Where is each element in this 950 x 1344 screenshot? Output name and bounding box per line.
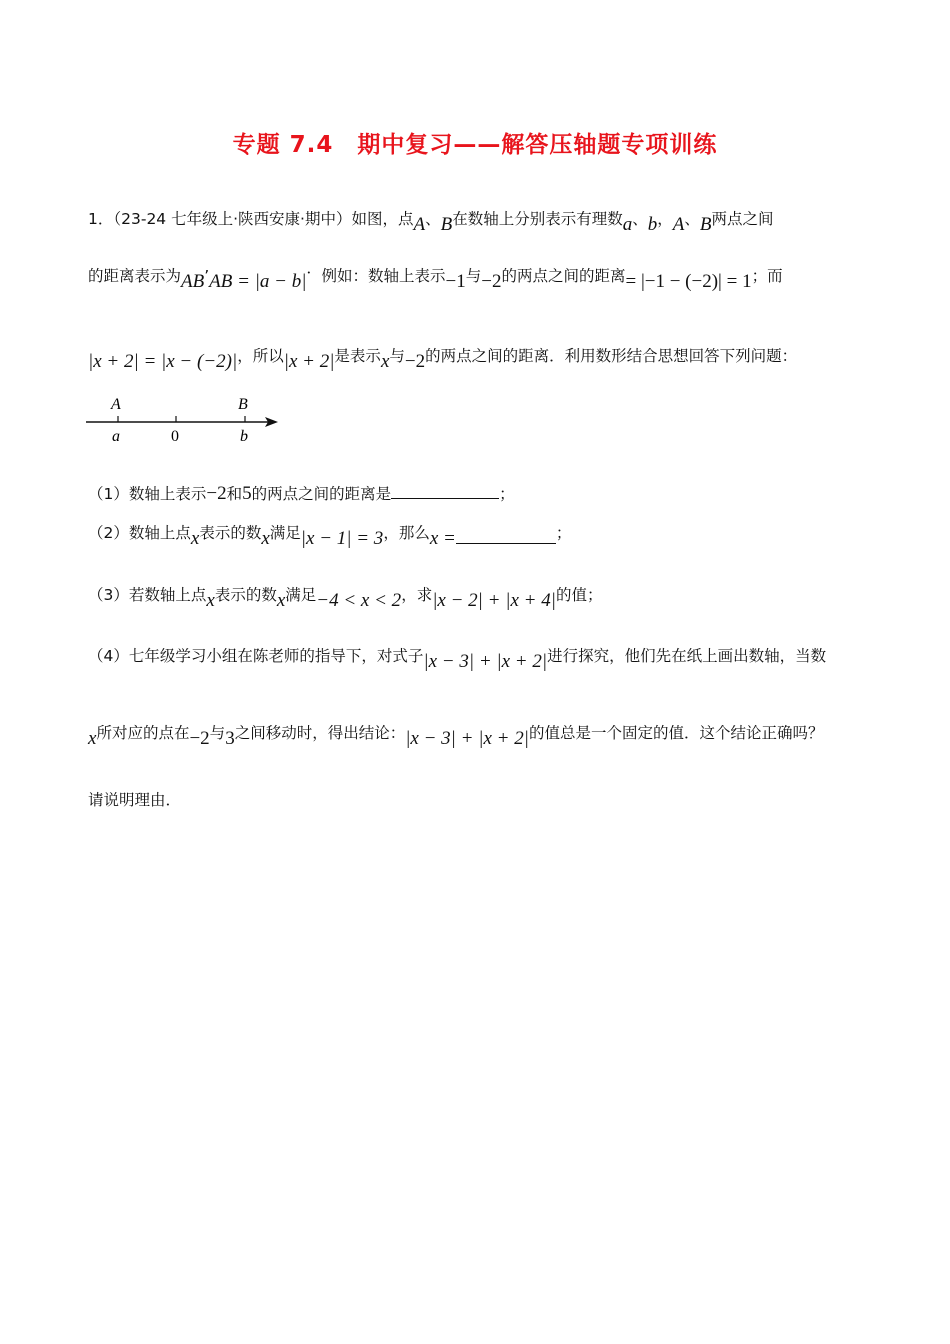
math-point-a: A bbox=[672, 214, 685, 235]
math-number: −2 bbox=[206, 483, 227, 504]
math-expression: |x + 2| = |x − (−2)| bbox=[88, 351, 238, 372]
text: （4）七年级学习小组在陈老师的指导下，对式子 bbox=[88, 647, 424, 665]
label-var-b: b bbox=[240, 428, 248, 445]
q1-line-2 bbox=[88, 259, 783, 292]
math-ab-formula: AB = |a − b| bbox=[209, 271, 307, 292]
math-point-b: B bbox=[440, 214, 453, 235]
text: 请说明理由． bbox=[88, 791, 182, 809]
text: ；而 bbox=[751, 267, 783, 285]
text: 例如：数轴上表示 bbox=[321, 267, 446, 285]
text: ，那么 bbox=[383, 524, 430, 542]
text: 的两点之间的距离 bbox=[501, 267, 626, 285]
label-point-b: B bbox=[238, 396, 248, 413]
text: （2）数轴上点 bbox=[88, 524, 191, 542]
question-number: 1． bbox=[88, 210, 114, 228]
math-point-a: A bbox=[413, 214, 426, 235]
text: 的两点之间的距离是 bbox=[251, 485, 392, 503]
math-number: 3 bbox=[225, 728, 235, 749]
math-var-x: x bbox=[206, 590, 215, 611]
label-point-a: A bbox=[111, 396, 121, 413]
text: 是表示 bbox=[334, 347, 381, 365]
text: 满足 bbox=[269, 524, 301, 542]
text: ’ bbox=[204, 267, 210, 285]
math-expression: |x − 3| + |x + 2| bbox=[423, 651, 548, 672]
text: 两点之间 bbox=[711, 210, 774, 228]
math-number: −1 bbox=[445, 271, 466, 292]
text: 表示的数 bbox=[214, 586, 277, 604]
text: （3）若数轴上点 bbox=[88, 586, 207, 604]
text: 在数轴上分别表示有理数 bbox=[452, 210, 623, 228]
text: 与 bbox=[465, 267, 482, 285]
q1-line-3 bbox=[88, 344, 798, 372]
part-1 bbox=[88, 482, 515, 505]
math-var-x: x bbox=[276, 590, 286, 611]
text: 满足 bbox=[285, 586, 317, 604]
math-number: −2 bbox=[404, 351, 426, 372]
math-calculation: = |−1 − (−2)| = 1 bbox=[625, 271, 752, 292]
math-equation: |x − 1| = 3 bbox=[300, 528, 384, 549]
math-number: −2 bbox=[481, 271, 502, 292]
answer-blank[interactable] bbox=[456, 529, 556, 544]
math-var-x: x bbox=[190, 528, 200, 549]
text: 的值； bbox=[555, 586, 603, 604]
text: 、 bbox=[632, 210, 648, 228]
label-var-a: a bbox=[112, 428, 120, 445]
math-number: 5 bbox=[242, 483, 252, 504]
text: （1）数轴上表示 bbox=[88, 485, 207, 503]
text: 进行探究，他们先在纸上画出数轴，当数 bbox=[547, 647, 827, 665]
text: 、 bbox=[425, 210, 441, 228]
math-var-x: x bbox=[380, 351, 390, 372]
part-4-line-2 bbox=[88, 721, 824, 749]
text: ； bbox=[499, 485, 515, 503]
number-line-figure bbox=[80, 390, 290, 450]
text: 如图，点 bbox=[351, 210, 414, 228]
math-point-b: B bbox=[699, 214, 712, 235]
math-lhs: x = bbox=[429, 528, 456, 549]
part-4-line-1 bbox=[88, 644, 827, 672]
question-source: （23-24 七年级上·陕西安康·期中） bbox=[113, 210, 352, 228]
text: ． bbox=[306, 259, 322, 277]
label-zero: 0 bbox=[171, 428, 179, 445]
text: 之间移动时，得出结论： bbox=[234, 724, 406, 742]
text: 的值总是一个固定的值．这个结论正确吗？ bbox=[528, 724, 824, 742]
math-var-b: b bbox=[647, 214, 658, 235]
q1-line-1 bbox=[88, 207, 774, 235]
page-title: 专题 7.4 期中复习——解答压轴题专项训练 bbox=[232, 132, 718, 158]
text: ，求 bbox=[401, 586, 433, 604]
math-var-x: x bbox=[261, 528, 270, 549]
math-var-x: x bbox=[88, 728, 97, 749]
math-expression: |x − 2| + |x + 4| bbox=[432, 590, 556, 611]
math-var-a: a bbox=[622, 214, 633, 235]
text: 、 bbox=[684, 210, 700, 228]
part-3 bbox=[88, 583, 603, 611]
text: ； bbox=[555, 524, 572, 542]
text: 与 bbox=[389, 347, 405, 365]
text: 所对应的点在 bbox=[96, 724, 190, 742]
answer-blank[interactable] bbox=[391, 484, 499, 499]
math-expression: |x + 2| bbox=[283, 351, 335, 372]
math-number: −2 bbox=[189, 728, 210, 749]
text: ，所以 bbox=[237, 347, 284, 365]
part-2 bbox=[88, 521, 572, 549]
math-inequality: −4 < x < 2 bbox=[316, 590, 402, 611]
text: 与 bbox=[209, 724, 226, 742]
text: 的距离表示为 bbox=[88, 267, 182, 285]
part-4-line-3 bbox=[88, 788, 181, 810]
math-ab: AB bbox=[181, 271, 205, 292]
text: 和 bbox=[226, 485, 243, 503]
text: ， bbox=[657, 210, 673, 228]
text: 的两点之间的距离．利用数形结合思想回答下列问题： bbox=[425, 347, 798, 365]
math-expression: |x − 3| + |x + 2| bbox=[405, 728, 529, 749]
text: 表示的数 bbox=[199, 524, 262, 542]
